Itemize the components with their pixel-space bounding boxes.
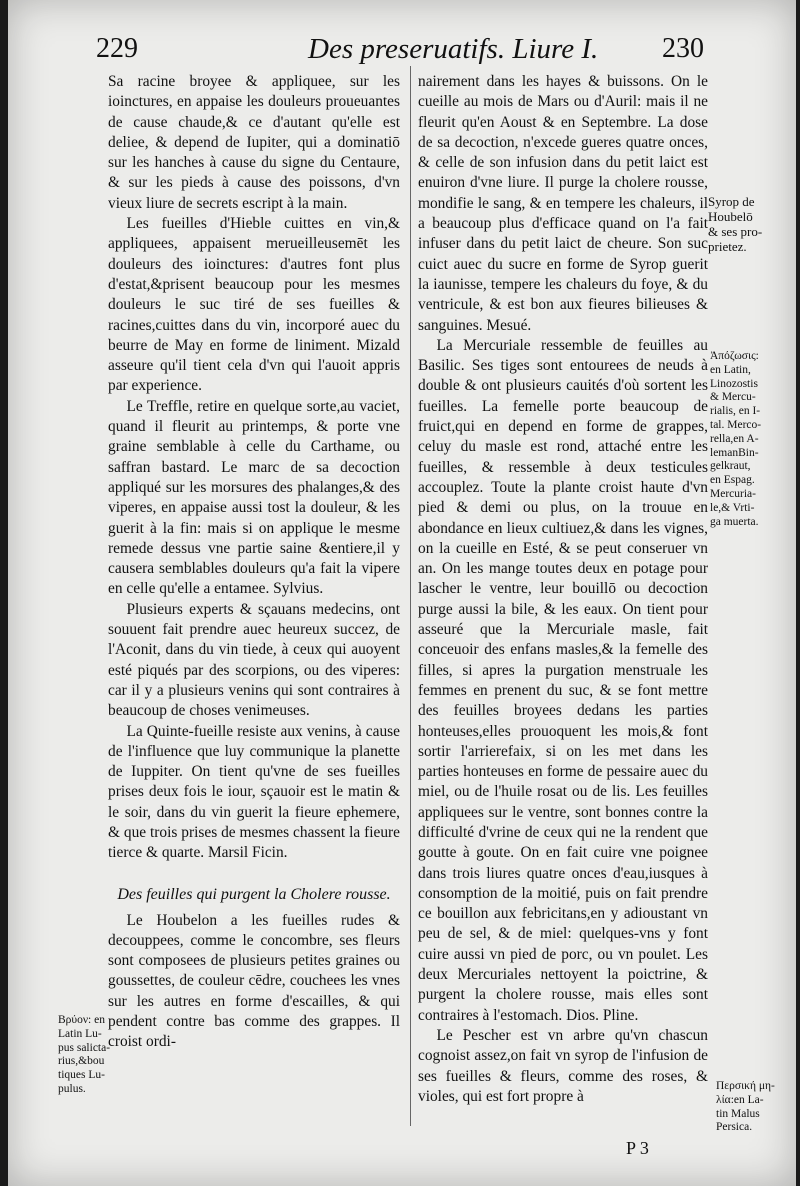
margin-note-line: Βρύον: en bbox=[58, 1014, 105, 1026]
margin-note-line: le,& Vrti- bbox=[710, 501, 755, 514]
signature-mark: P 3 bbox=[626, 1138, 649, 1158]
margin-note-line: Περσική μη- bbox=[716, 1080, 775, 1092]
paragraph: Les fueilles d'Hieble cuittes en vin,& appliquees, appaisent merueilleusemēt les douleurs des ioinctures: d'autres font plus d'estat,&prisent beaucoup pour les mesmes douleurs le suc tiré de ses fueilles & racines,cuittes dans du vin, incorporé auec du beurre de May en forme de liniment. Mizald asseure qu'il tient cela d'vn qui l'auoit appris par experience. bbox=[108, 215, 400, 395]
margin-note-line: λία:en La- bbox=[716, 1093, 764, 1106]
right-column bbox=[418, 72, 708, 1107]
margin-note-houblon bbox=[58, 1014, 124, 1097]
left-column bbox=[108, 72, 400, 1053]
margin-note-syrop bbox=[708, 194, 790, 254]
margin-note-line: Latin Lu- bbox=[58, 1027, 102, 1040]
paragraph: Le Pescher est vn arbre qu'vn chascun cognoist assez,on fait vn syrop de l'infusion de ses fueilles & fleurs, comme des roses, & violes, qui est fort propre à bbox=[418, 1026, 708, 1105]
column-divider bbox=[410, 66, 411, 1126]
running-title: Des preseruatifs. Liure I. bbox=[308, 33, 599, 65]
margin-note-mercuriale bbox=[710, 350, 792, 529]
margin-note-line: Syrop de bbox=[708, 194, 755, 209]
margin-note-line: Linozostis bbox=[710, 377, 758, 390]
book-page bbox=[8, 0, 796, 1186]
margin-note-line: rius,&bou bbox=[58, 1055, 105, 1068]
margin-note-line: gelkraut, bbox=[710, 460, 751, 473]
margin-note-line: tin Malus bbox=[716, 1107, 760, 1120]
margin-note-line: rella,en A- bbox=[710, 432, 759, 445]
paragraph: La Quinte-fueille resiste aux venins, à cause de l'influence que luy communique la planette de Iuppiter. On tient qu'vne de ses fueilles prises deux fois le iour, sçauoir est le matin & le soir, dans du vin guerit la fieure ephemere, & que trois prises de mesmes chassent la fieure tierce & quarte. Marsil Ficin. bbox=[108, 722, 400, 862]
paragraph: Le Treffle, retire en quelque sorte,au vaciet, quand il fleurit au printemps, & porte vne graine semblable à celle du Carthame, ou saffran bastard. Le marc de sa decoction appliqué sur les morsures des phalanges,& des viperes, en appaise aussi tost la douleur, & les guerit à la fin: mais si on applique le mesme remede dessus vne partie saine &entiere,il y causera semblables douleurs qu'a fait la vipere en celle qu'elle a entamee. Sylvius. bbox=[108, 397, 400, 598]
paragraph: nairement dans les hayes & buissons. On le cueille au mois de Mars ou d'Auril: mais il ne fleurit qu'en Aoust & en Septembre. La dose de sa decoction, n'excede gueres quatre onces, & celle de son infusion dans du petit laict est enuiron d'vne liure. Il purge la cholere rousse, mondifie le sang, & en tempere les chaleurs, il a beaucoup plus d'efficace quand on l'a fait infuser dans du petit laict de cheure. Son suc cuict auec du sucre en forme de Syrop guerit la iaunisse, tempere les chaleurs du foye, & du ventricule, & est bon aux fieures bilieuses & sanguines. Mesué. bbox=[418, 73, 708, 334]
margin-note-line: Ἀπόζωσις: bbox=[710, 350, 759, 362]
margin-note-line: & Mercu- bbox=[710, 391, 756, 404]
margin-note-line: Persica. bbox=[716, 1121, 753, 1134]
margin-note-line: lemanBin- bbox=[710, 446, 759, 459]
margin-note-line: pulus. bbox=[58, 1082, 86, 1095]
margin-note-line: en Espag. bbox=[710, 474, 755, 487]
paragraph: Le Houbelon a les fueilles rudes & decouppees, comme le concombre, ses fleurs sont composees de plusieurs petites graines ou goussettes, de couleur cēdre, couchees les vnes sur les autres en forme d'escailles, & qui pendent contre bas comme des grappes. Il croist ordi- bbox=[108, 911, 400, 1051]
page-number-left: 229 bbox=[96, 33, 138, 64]
margin-note-pescher bbox=[716, 1080, 794, 1135]
section-heading: Des feuilles qui purgent la Cholere rousse. bbox=[117, 885, 391, 903]
margin-note-line: Mercuria- bbox=[710, 487, 756, 500]
paragraph: Sa racine broyee & appliquee, sur les ioinctures, en appaise les douleurs proueuantes de cause chaude,& ce d'autant qu'elle est deliee, & depend de Iupiter, qui a dominatiō sur les hanches à cause du signe du Centaure, & sur les pieds à cause des poissons, d'vn vieux liure de secrets escript à la main. bbox=[108, 73, 400, 212]
margin-note-line: & ses pro- bbox=[708, 224, 763, 239]
margin-note-line: en Latin, bbox=[710, 363, 751, 376]
paragraph: Plusieurs experts & sçauans medecins, ont souuent fait prendre auec heureux succez, de l'Aconit, dans du vin tiede, à ceux qui auoyent esté piqués par des scorpions, ou des viperes: car il y a plusieurs venins qui sont contraires à beaucoup de choses venimeuses. bbox=[108, 600, 400, 720]
margin-note-line: tiques Lu- bbox=[58, 1069, 105, 1082]
paragraph: La Mercuriale ressemble de feuilles au Basilic. Ses tiges sont entourees de neuds à double & ont plusieurs cauités d'où sortent les fueilles. La femelle porte beaucoup de fruict,qui en depend en forme de grappes, celuy du masle est rond, attaché entre les fueilles, & ressemble à deux testicules accouplez. Toute la plante croist haute d'vn pied & demi ou plus, on la trouue en abondance en lieux cultiuez,& dans les vignes, on la cueille en Esté, & se peut conseruer vn an. On les mange toutes deux en potage pour lascher le ventre, leur bouillō ou decoction purge aussi la bile, & les eaux. On tient pour asseuré que la Mercuriale masle, fait conceuoir des enfans masles,& la femelle des filles, si apres la purgation menstruale les femmes en prenent du suc, & se font mettre des feuilles broyees dedans les parties honteuses,elles prouoquent les mois,& font sortir l'arrierefaix, si on les met dans les parties honteuses en forme de pessaire auec du miel, ou de l'huile rosat ou de lis. Les feuilles appliquees sur le ventre, sont bonnes contre la difficulté d'vrine de ceux qui ne la rendent que goutte à goute. On en fait cuire vne poignee dans trois liures quatre onces d'eau,iusques à consomption de la moitié, puis on fait prendre ce bouillon aux febricitans,en y adioustant vn peu de sel, & de miel: quelques-vns y font cuire aussi vn pied de porc, ou vn poulet. Les deux Mercuriales nettoyent la poictrine, & purgent la cholere rousse, mais elles sont contraires à l'estomach. Dios. Pline. bbox=[418, 336, 708, 1024]
margin-note-line: ga muerta. bbox=[710, 515, 759, 528]
margin-note-line: pus salicta- bbox=[58, 1041, 111, 1054]
margin-note-line: tal. Merco- bbox=[710, 418, 762, 431]
page-number-right: 230 bbox=[662, 33, 704, 64]
margin-note-line: prietez. bbox=[708, 239, 747, 254]
margin-note-line: rialis, en I- bbox=[710, 405, 761, 418]
margin-note-line: Houbelō bbox=[708, 209, 753, 224]
